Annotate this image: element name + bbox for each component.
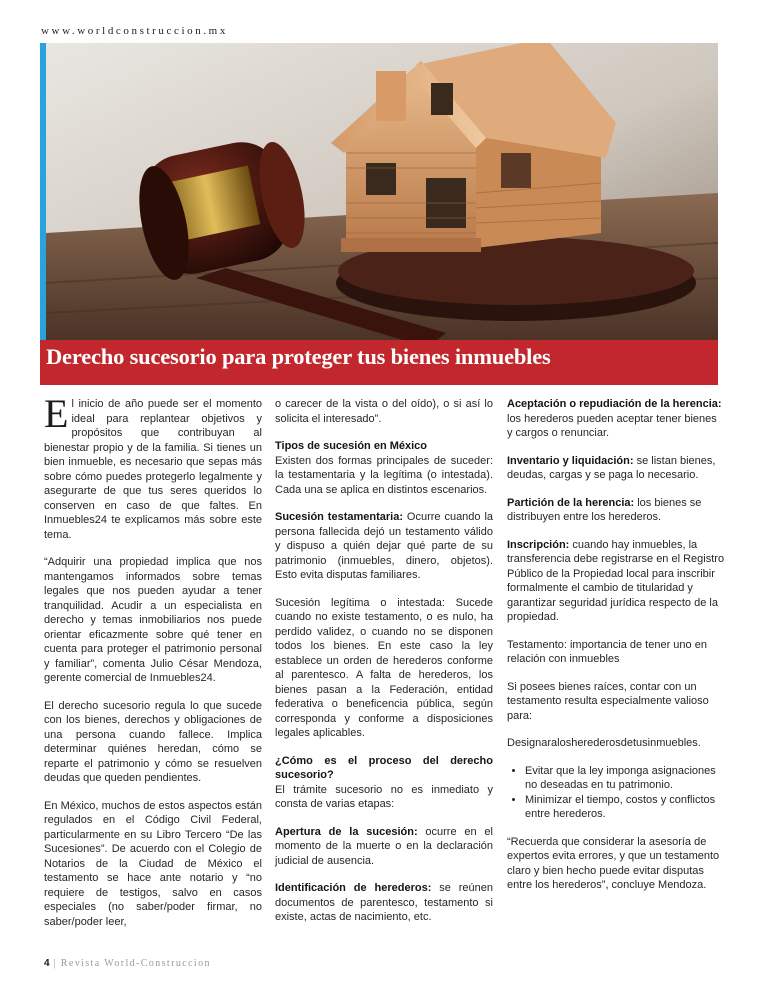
site-url: www.worldconstruccion.mx	[41, 25, 228, 37]
paragraph: Inscripción: cuando hay inmuebles, la transferencia debe registrarse en el Registro Público de la Propiedad local para inscribir formalmente el cambio de titularidad y garantizar seguridad jurídica respecto de la propiedad.	[507, 538, 725, 623]
intro-paragraph: El inicio de año puede ser el momento ideal para replantear objetivos y propósitos que contribuyan al bienestar propio y de la familia. Si tienes un bien inmueble, es necesario que sepas más sobre cómo puedes protegerlo legalmente y asegurarte de que tus seres queridos lo conserven en caso de que faltes. En Inmuebles24 te explicamos más sobre este tema.	[44, 391, 262, 541]
title-bar	[40, 340, 718, 385]
list-item: • Minimizar el tiempo, costos y conflictos entre herederos.	[525, 793, 725, 822]
paragraph: El derecho sucesorio regula lo que sucede con los bienes, derechos y obligaciones de una persona cuando fallece. Implica determinar quiénes heredan, cómo se reparte el patrimonio y cómo se resuelven deudas que queden pendientes.	[44, 699, 262, 784]
term-label: Sucesión testamentaria:	[275, 511, 404, 523]
article-column-3	[507, 397, 725, 906]
term-label: Inscripción:	[507, 538, 570, 551]
term-label: Inventario y liquidación:	[507, 454, 634, 467]
paragraph: Si posees bienes raíces, contar con un testamento resulta especialmente valioso para:	[507, 680, 709, 722]
paragraph: Partición de la herencia: los bienes se distribuyen entre los herederos.	[507, 496, 702, 523]
section-tipos: Tipos de sucesión en México Existen dos formas principales de suceder: la testamentaria y la legítima (o intestada). Cada una se aplica en distintos escenarios.	[275, 440, 493, 496]
term-label: Partición de la herencia:	[507, 496, 635, 509]
paragraph: Sucesión testamentaria: Ocurre cuando la persona fallecida dejó un testamento válido y dispuso a quién dejar qué parte de su patrimonio (inmuebles, dinero, objetos). Esto evita disputas familiares.	[275, 511, 494, 581]
term-label: Apertura de la sucesión:	[275, 825, 418, 838]
paragraph: Identificación de herederos: se reúnen documentos de parentesco, testamento si existe, actas de nacimiento, etc.	[275, 882, 493, 923]
article-column-2	[275, 397, 493, 938]
drop-cap: E	[44, 391, 69, 436]
term-label: Identificación de herederos:	[275, 882, 432, 894]
section-heading: Tipos de sucesión en México	[275, 440, 428, 452]
paragraph: Designaralosherederosdetusinmuebles.	[507, 737, 701, 749]
section-proceso: ¿Cómo es el proceso del derecho sucesorio? El trámite sucesorio no es inmediato y consta de varias etapas:	[275, 754, 493, 810]
paragraph: Testamento: importancia de tener uno en relación con inmuebles	[507, 638, 707, 665]
article-title: Derecho sucesorio para proteger tus bienes inmuebles	[46, 344, 551, 369]
page-footer	[44, 958, 211, 969]
article-column-1	[44, 391, 262, 942]
paragraph: Inventario y liquidación: se listan bienes, deudas, cargas y se paga lo necesario.	[507, 454, 716, 481]
paragraph: Sucesión legítima o intestada: Sucede cuando no existe testamento, o es nulo, ha perdido validez, o cuando no se disponen todos los bienes. En este caso la ley establece un orden de herederos conforme al parentesco. A falta de herederos, los bienes pasan a la Federación, entidad federativa o beneficencia pública, según corresponda y conforme a disposiciones legales aplicables.	[275, 596, 493, 739]
term-label: Aceptación o repudiación de la herencia:	[507, 398, 722, 410]
magazine-name: Revista World-Construccion	[60, 958, 211, 969]
paragraph: Apertura de la sucesión: ocurre en el momento de la muerte o en la declaración judicial de ausencia.	[275, 825, 493, 867]
paragraph: Aceptación o repudiación de la herencia: los herederos pueden aceptar tener bienes y cargos o renunciar.	[507, 398, 722, 439]
footer-separator: |	[53, 958, 57, 969]
page-number: 4	[44, 958, 50, 969]
paragraph: En México, muchos de estos aspectos están regulados en el Código Civil Federal, particularmente en su Libro Tercero “De las Sucesiones”. De acuerdo con el Colegio de Notarios de la Ciudad de México el testamento se hace ante notario y “no requiere de testigos, salvo en casos especiales (no saber/poder firmar, no saber/poder leer,	[44, 799, 262, 928]
paragraph: o carecer de la vista o del oído), o si así lo solicita el interesado”.	[275, 398, 493, 425]
closing-quote: “Recuerda que considerar la asesoría de expertos evita errores, y que un testamento claro y bien hecho puede evitar disputas entre los herederos”, concluye Mendoza.	[507, 835, 720, 891]
bullet-list	[507, 764, 725, 822]
section-heading: ¿Cómo es el proceso del derecho sucesorio?	[275, 754, 493, 781]
paragraph: “Adquirir una propiedad implica que nos mantengamos informados sobre temas legales que nos pueden ayudar a tener tranquilidad. Acudir a un especialista en derecho y temas inmobiliarios nos puede orientar eficazmente sobre qué tener en cuenta para proteger el patrimonio personal y familiar”, comenta Julio César Mendoza, gerente comercial de Inmuebles24.	[44, 556, 262, 684]
hero-image	[40, 43, 718, 341]
gavel-and-house-photo	[46, 43, 718, 341]
list-item: • Evitar que la ley imponga asignaciones no deseadas en tu patrimonio.	[525, 764, 725, 793]
